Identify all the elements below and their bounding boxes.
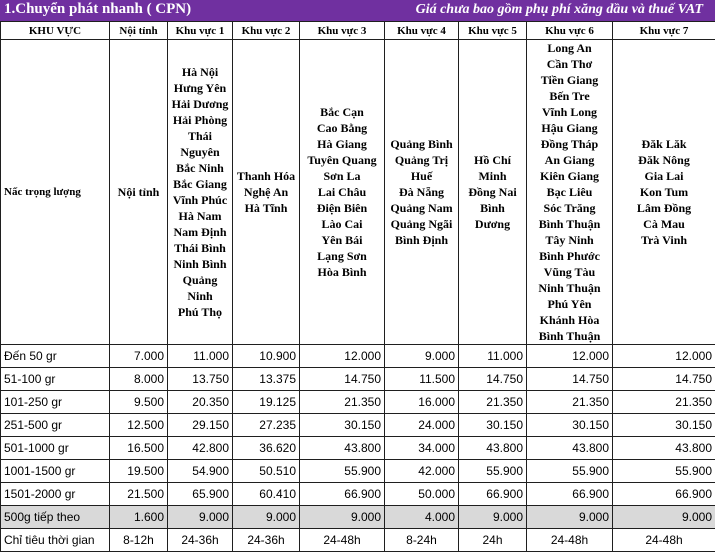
price-cell: 21.500 bbox=[110, 483, 168, 506]
region-name: Thái bbox=[171, 128, 229, 144]
price-cell: 55.900 bbox=[459, 460, 527, 483]
price-cell: 1.600 bbox=[110, 506, 168, 529]
region-name: Nội tỉnh bbox=[113, 184, 164, 200]
price-cell: 21.350 bbox=[459, 391, 527, 414]
region-name: Hòa Bình bbox=[303, 264, 381, 280]
regions-row bbox=[1, 40, 715, 345]
price-cell: 11.000 bbox=[168, 345, 233, 368]
column-header: Khu vực 7 bbox=[613, 22, 715, 40]
price-cell: 43.800 bbox=[459, 437, 527, 460]
price-cell: 43.800 bbox=[300, 437, 385, 460]
region-name: Quảng Nam bbox=[388, 200, 455, 216]
region-name: Phú Yên bbox=[530, 296, 609, 312]
region-name: Nguyên bbox=[171, 144, 229, 160]
region-name: Vũng Tàu bbox=[530, 264, 609, 280]
region-name: Hồ Chí bbox=[462, 152, 523, 168]
region-name: Hà Tĩnh bbox=[236, 200, 296, 216]
price-cell: 42.800 bbox=[168, 437, 233, 460]
region-name: Lâm Đồng bbox=[616, 200, 712, 216]
table-row bbox=[1, 437, 715, 460]
price-cell: 9.500 bbox=[110, 391, 168, 414]
weight-label: 1001-1500 gr bbox=[1, 460, 110, 483]
row-label: Nấc trọng lượng bbox=[1, 40, 110, 345]
region-name: Tây Ninh bbox=[530, 232, 609, 248]
region-cell bbox=[300, 40, 385, 345]
price-cell: 14.750 bbox=[300, 368, 385, 391]
price-cell: 50.510 bbox=[233, 460, 300, 483]
price-cell: 21.350 bbox=[527, 391, 613, 414]
region-name: Thanh Hóa bbox=[236, 168, 296, 184]
price-cell: 66.900 bbox=[459, 483, 527, 506]
weight-label: 51-100 gr bbox=[1, 368, 110, 391]
region-name: Hải Phòng bbox=[171, 112, 229, 128]
price-cell: 55.900 bbox=[613, 460, 715, 483]
region-name: Điện Biên bbox=[303, 200, 381, 216]
weight-label: 501-1000 gr bbox=[1, 437, 110, 460]
region-name: Lạng Sơn bbox=[303, 248, 381, 264]
region-name: An Giang bbox=[530, 152, 609, 168]
price-cell: 66.900 bbox=[300, 483, 385, 506]
delivery-time-row bbox=[1, 529, 715, 552]
region-name: Cần Thơ bbox=[530, 56, 609, 72]
region-name: Lai Châu bbox=[303, 184, 381, 200]
region-name: Huế bbox=[388, 168, 455, 184]
price-cell: 55.900 bbox=[300, 460, 385, 483]
weight-label: Đến 50 gr bbox=[1, 345, 110, 368]
region-name: Khánh Hòa bbox=[530, 312, 609, 328]
region-name: Yên Bái bbox=[303, 232, 381, 248]
price-cell: 14.750 bbox=[527, 368, 613, 391]
price-note: Giá chưa bao gồm phụ phí xăng dầu và thuế VAT bbox=[416, 2, 703, 18]
table-row bbox=[1, 368, 715, 391]
region-cell bbox=[168, 40, 233, 345]
price-cell: 50.000 bbox=[385, 483, 459, 506]
price-cell: 42.000 bbox=[385, 460, 459, 483]
price-cell: 11.500 bbox=[385, 368, 459, 391]
price-cell: 9.000 bbox=[613, 506, 715, 529]
price-cell: 9.000 bbox=[168, 506, 233, 529]
price-cell: 12.000 bbox=[613, 345, 715, 368]
time-cell: 24-48h bbox=[613, 529, 715, 552]
region-name: Đồng Tháp bbox=[530, 136, 609, 152]
region-name: Kon Tum bbox=[616, 184, 712, 200]
region-cell bbox=[527, 40, 613, 345]
region-name: Hưng Yên bbox=[171, 80, 229, 96]
price-cell: 9.000 bbox=[385, 345, 459, 368]
region-cell bbox=[110, 40, 168, 345]
table-row bbox=[1, 506, 715, 529]
section-title: 1.Chuyển phát nhanh ( CPN) bbox=[4, 1, 191, 18]
region-name: Bình Dương bbox=[462, 200, 523, 232]
price-cell: 9.000 bbox=[459, 506, 527, 529]
price-cell: 27.235 bbox=[233, 414, 300, 437]
price-cell: 10.900 bbox=[233, 345, 300, 368]
region-name: Lào Cai bbox=[303, 216, 381, 232]
table-row bbox=[1, 345, 715, 368]
region-name: Tiền Giang bbox=[530, 72, 609, 88]
price-cell: 13.375 bbox=[233, 368, 300, 391]
price-table bbox=[0, 21, 715, 552]
region-name: Hà Nội bbox=[171, 64, 229, 80]
region-name: Sơn La bbox=[303, 168, 381, 184]
time-cell: 24-36h bbox=[233, 529, 300, 552]
time-cell: 8-24h bbox=[385, 529, 459, 552]
column-header: Khu vực 2 bbox=[233, 22, 300, 40]
price-cell: 14.750 bbox=[459, 368, 527, 391]
weight-label: 101-250 gr bbox=[1, 391, 110, 414]
price-cell: 65.900 bbox=[168, 483, 233, 506]
table-row bbox=[1, 414, 715, 437]
price-cell: 29.150 bbox=[168, 414, 233, 437]
region-name: Hà Giang bbox=[303, 136, 381, 152]
weight-label: 500g tiếp theo bbox=[1, 506, 110, 529]
time-cell: 24-48h bbox=[300, 529, 385, 552]
price-cell: 13.750 bbox=[168, 368, 233, 391]
time-cell: 24-36h bbox=[168, 529, 233, 552]
region-name: Bình Thuận bbox=[530, 216, 609, 232]
region-name: Nghệ An bbox=[236, 184, 296, 200]
price-cell: 30.150 bbox=[300, 414, 385, 437]
region-name: Quảng bbox=[171, 272, 229, 288]
region-name: Phú Thọ bbox=[171, 304, 229, 320]
region-name: Đồng Nai bbox=[462, 184, 523, 200]
time-cell: 24-48h bbox=[527, 529, 613, 552]
price-cell: 24.000 bbox=[385, 414, 459, 437]
price-cell: 21.350 bbox=[613, 391, 715, 414]
region-cell bbox=[613, 40, 715, 345]
price-cell: 19.125 bbox=[233, 391, 300, 414]
column-header: Khu vực 5 bbox=[459, 22, 527, 40]
price-cell: 66.900 bbox=[527, 483, 613, 506]
region-name: Đăk Nông bbox=[616, 152, 712, 168]
region-name: Kiên Giang bbox=[530, 168, 609, 184]
region-name: Trà Vinh bbox=[616, 232, 712, 248]
region-name: Bến Tre bbox=[530, 88, 609, 104]
region-name: Thái Bình bbox=[171, 240, 229, 256]
price-cell: 30.150 bbox=[527, 414, 613, 437]
price-cell: 36.620 bbox=[233, 437, 300, 460]
table-row bbox=[1, 460, 715, 483]
region-name: Bình Thuận bbox=[530, 328, 609, 344]
region-name: Bắc Cạn bbox=[303, 104, 381, 120]
price-cell: 19.500 bbox=[110, 460, 168, 483]
header-row bbox=[1, 22, 715, 40]
region-name: Nam Định bbox=[171, 224, 229, 240]
time-cell: 8-12h bbox=[110, 529, 168, 552]
region-name: Bắc Ninh bbox=[171, 160, 229, 176]
weight-label: 251-500 gr bbox=[1, 414, 110, 437]
weight-label: 1501-2000 gr bbox=[1, 483, 110, 506]
column-header: Khu vực 6 bbox=[527, 22, 613, 40]
region-name: Minh bbox=[462, 168, 523, 184]
region-name: Cà Mau bbox=[616, 216, 712, 232]
column-header: KHU VỰC bbox=[1, 22, 110, 40]
time-label: Chỉ tiêu thời gian bbox=[1, 529, 110, 552]
region-name: Hải Dương bbox=[171, 96, 229, 112]
region-name: Vĩnh Long bbox=[530, 104, 609, 120]
region-name: Tuyên Quang bbox=[303, 152, 381, 168]
region-name: Cao Bằng bbox=[303, 120, 381, 136]
region-name: Bạc Liêu bbox=[530, 184, 609, 200]
column-header: Khu vực 1 bbox=[168, 22, 233, 40]
price-cell: 16.500 bbox=[110, 437, 168, 460]
title-bar bbox=[0, 0, 715, 21]
region-name: Quảng Bình bbox=[388, 136, 455, 152]
price-cell: 66.900 bbox=[613, 483, 715, 506]
price-cell: 34.000 bbox=[385, 437, 459, 460]
time-cell: 24h bbox=[459, 529, 527, 552]
price-cell: 12.500 bbox=[110, 414, 168, 437]
table-row bbox=[1, 483, 715, 506]
price-cell: 8.000 bbox=[110, 368, 168, 391]
region-name: Hà Nam bbox=[171, 208, 229, 224]
price-cell: 60.410 bbox=[233, 483, 300, 506]
region-name: Hậu Giang bbox=[530, 120, 609, 136]
table-row bbox=[1, 391, 715, 414]
column-header: Nội tỉnh bbox=[110, 22, 168, 40]
column-header: Khu vực 3 bbox=[300, 22, 385, 40]
price-cell: 30.150 bbox=[613, 414, 715, 437]
price-cell: 43.800 bbox=[613, 437, 715, 460]
region-name: Ninh Bình bbox=[171, 256, 229, 272]
region-cell bbox=[385, 40, 459, 345]
region-name: Quảng Ngãi bbox=[388, 216, 455, 232]
price-cell: 30.150 bbox=[459, 414, 527, 437]
region-name: Vĩnh Phúc bbox=[171, 192, 229, 208]
price-cell: 9.000 bbox=[300, 506, 385, 529]
region-name: Bình Phước bbox=[530, 248, 609, 264]
price-cell: 9.000 bbox=[233, 506, 300, 529]
region-name: Ninh bbox=[171, 288, 229, 304]
price-cell: 55.900 bbox=[527, 460, 613, 483]
region-name: Đăk Lăk bbox=[616, 136, 712, 152]
price-cell: 11.000 bbox=[459, 345, 527, 368]
price-cell: 7.000 bbox=[110, 345, 168, 368]
region-name: Sóc Trăng bbox=[530, 200, 609, 216]
price-cell: 54.900 bbox=[168, 460, 233, 483]
price-cell: 12.000 bbox=[300, 345, 385, 368]
price-cell: 14.750 bbox=[613, 368, 715, 391]
price-cell: 16.000 bbox=[385, 391, 459, 414]
region-cell bbox=[233, 40, 300, 345]
region-name: Bình Định bbox=[388, 232, 455, 248]
region-name: Đà Nẵng bbox=[388, 184, 455, 200]
price-cell: 12.000 bbox=[527, 345, 613, 368]
price-cell: 9.000 bbox=[527, 506, 613, 529]
region-name: Ninh Thuận bbox=[530, 280, 609, 296]
region-name: Quảng Trị bbox=[388, 152, 455, 168]
region-name: Gia Lai bbox=[616, 168, 712, 184]
region-cell bbox=[459, 40, 527, 345]
price-cell: 4.000 bbox=[385, 506, 459, 529]
price-cell: 21.350 bbox=[300, 391, 385, 414]
column-header: Khu vực 4 bbox=[385, 22, 459, 40]
price-cell: 43.800 bbox=[527, 437, 613, 460]
price-cell: 20.350 bbox=[168, 391, 233, 414]
region-name: Bắc Giang bbox=[171, 176, 229, 192]
region-name: Long An bbox=[530, 40, 609, 56]
